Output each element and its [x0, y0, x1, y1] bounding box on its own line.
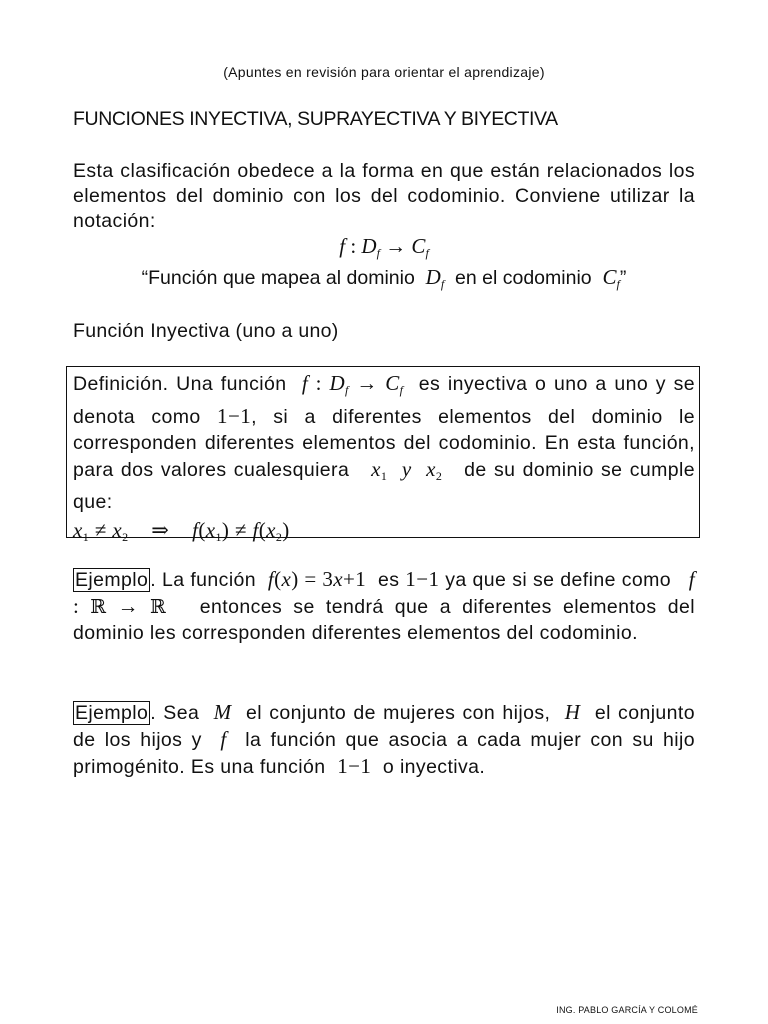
example-label: Ejemplo [75, 702, 149, 724]
example-part: el conjunto de los hijos y [73, 702, 695, 751]
footer-author: ING. PABLO GARCÍA Y COLOMÉ [556, 1005, 698, 1015]
quote-prefix: “Función que mapea al dominio [141, 267, 415, 289]
intro-text: Esta clasificación obedece a la forma en que están relacionados los elementos del dominio con los del codominio. Conviene utilizar la notación: [73, 160, 695, 232]
definition-text: Definición. Una función f : $D_f \to C_f$ es inyectiva o uno a uno y se denota como 1−1, si a diferentes elementos del dominio le corresponden diferentes elementos del codominio. En esta función, para dos valores cualesquiera $x_1$ y $x_2$ de su dominio se cumple que: $x_1 \ne x_2$ ⇒ $f(x_1) \ne f(x_2)$ [73, 370, 695, 550]
quote-middle: en el codominio [455, 267, 592, 289]
set-h: H [564, 700, 581, 724]
set-m: M [213, 700, 232, 724]
notation-quote: “Función que mapea al dominio $D_f$ en el codominio $C_f$” [141, 265, 627, 291]
definition-part: es inyectiva o uno a uno y se denota como [73, 373, 696, 428]
example-part: la función que asocia a cada mujer con su hijo primogénito. Es una función [73, 729, 695, 778]
one-to-one-notation: 1−1 [217, 404, 252, 428]
section-heading: Función Inyectiva (uno a uno) [73, 320, 339, 342]
definition-part: Definición. Una función [73, 373, 287, 395]
example-part: es [377, 569, 400, 591]
notation-line: f : $D_f \to C_f$ [339, 234, 429, 260]
example-label: Ejemplo [75, 569, 149, 591]
header-note: (Apuntes en revisión para orientar el aprendizaje) [223, 64, 545, 80]
function-f: f [220, 727, 227, 751]
definition-formula: $x_1 \ne x_2$ ⇒ $f(x_1) \ne f(x_2)$ [73, 518, 290, 544]
example-part: ya que si se define como [445, 569, 671, 591]
one-to-one-notation: 1−1 [337, 754, 372, 778]
one-to-one-notation: 1−1 [405, 567, 440, 591]
definition-part: , si a diferentes elementos del dominio le corresponden diferentes elementos del codominio. En esta función, para dos valores cualesquiera [73, 406, 695, 481]
example-part: . Sea [150, 702, 200, 724]
quote-suffix: ” [619, 267, 627, 289]
intro-paragraph [73, 159, 695, 234]
definition-and: y [401, 457, 412, 481]
example-1: Ejemplo . La función f(x) = 3x+1 es 1−1 ya que si se define como f : ℝ → ℝ entonces se tendrá que a diferentes elementos del dominio les corresponden diferentes elementos del codominio. [73, 567, 696, 644]
example-2 [73, 699, 695, 780]
notation-formula: f [339, 234, 346, 258]
example-part: entonces se tendrá que a diferentes elementos del dominio les corresponden diferentes elementos del codominio. [73, 596, 696, 644]
example-part: el conjunto de mujeres con hijos, [246, 702, 551, 724]
example-part: . La función [150, 569, 257, 591]
page-title: FUNCIONES INYECTIVA, SUPRAYECTIVA Y BIYECTIVA [73, 108, 558, 130]
example-part: o inyectiva. [382, 756, 486, 778]
definition-part: de su dominio se cumple que: [73, 459, 695, 513]
